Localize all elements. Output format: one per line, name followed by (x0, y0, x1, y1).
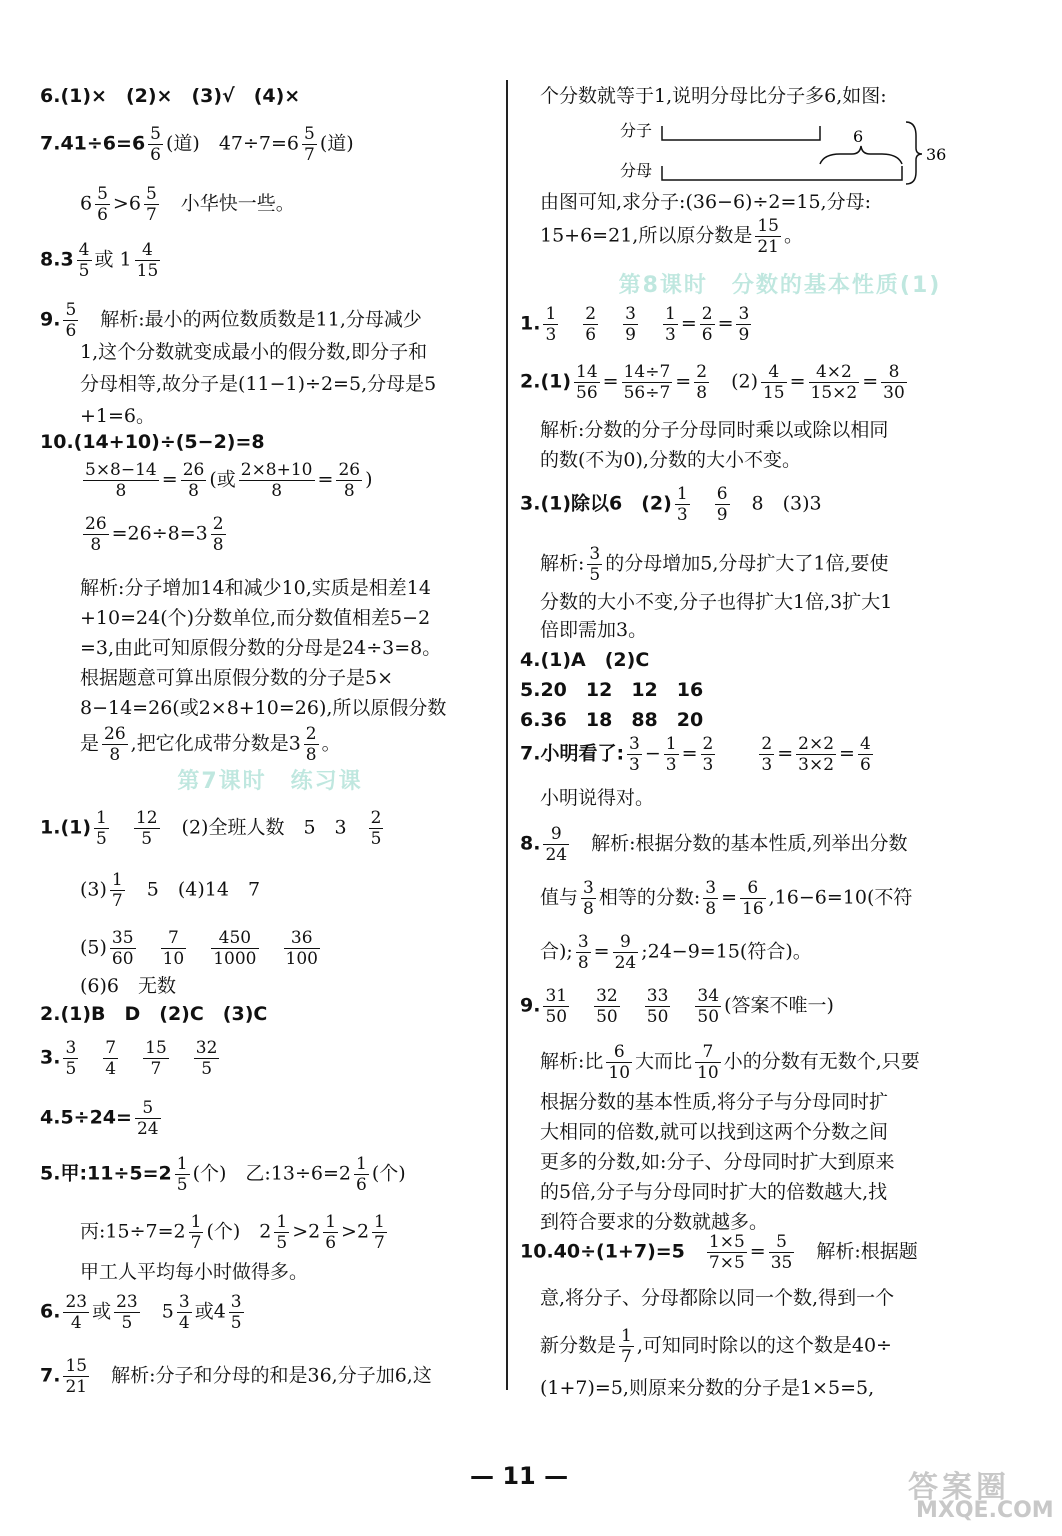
text-line: 倍即需加3。 (540, 619, 648, 641)
answer-line: 9. $\frac{31}{50}$ $\frac{32}{50}$ $\frac{33}{50}$ $\frac{34}{50}$ (答案不唯一) (520, 986, 834, 1027)
fraction: $\frac{4}{5}$ (78, 240, 90, 281)
answer-line: 值与 $\frac{3}{8}$ 相等的分数: $\frac{3}{8}$ = $\frac{6}{16}$ ,16−6=10(不符 (540, 878, 913, 919)
fraction: $\frac{3}{3}$ (629, 734, 640, 775)
fraction: $\frac{5}{7}$ (304, 124, 315, 165)
fraction: $\frac{2}{6}$ (701, 304, 713, 345)
fraction: $\frac{1}{5}$ (276, 1212, 288, 1253)
text-line: 小明说得对。 (540, 787, 655, 809)
fraction: $\frac{2}{8}$ (696, 362, 708, 403)
diagram-label-numerator: 分子 (620, 121, 653, 140)
fraction: $\frac{32}{50}$ (596, 986, 618, 1027)
column-divider (506, 80, 508, 1390)
answer-line: (5) $\frac{35}{60}$ $\frac{7}{10}$ $\frac{450}{1000}$ $\frac{36}{100}$ (80, 928, 318, 969)
answer-line: 新分数是 $\frac{1}{7}$ ,可知同时除以的这个数是40÷ (540, 1326, 892, 1367)
text-line: 8−14=26(或2×8+10=26),所以原假分数 (80, 697, 447, 719)
fraction: $\frac{1}{3}$ (665, 734, 677, 775)
fraction: $\frac{1}{7}$ (190, 1212, 202, 1253)
fraction: $\frac{1}{3}$ (545, 304, 557, 345)
answer-line: $\frac{26}{8}$ =26÷8=3 $\frac{2}{8}$ (85, 514, 224, 555)
text-line: 解析:分子增加14和减少10,实质是相差14 (80, 577, 431, 599)
text-line: 根据题意可算出原假分数的分子是5× (80, 667, 394, 689)
fraction: $\frac{1}{5}$ (176, 1154, 188, 1195)
text-line: 意,将分子、分母都除以同一个数,得到一个 (540, 1287, 895, 1309)
text-line: 解析:分数的分子分母同时乘以或除以相同 (540, 419, 889, 441)
answer-line: 解析: $\frac{3}{5}$ 的分母增加5,分母扩大了1倍,要使 (540, 544, 889, 585)
answer-line: 7. $\frac{15}{21}$ 解析:分子和分母的和是36,分子加6,这 (40, 1356, 432, 1397)
numerator-bar (662, 126, 820, 140)
text-line: 的5倍,分子与分母同时扩大的倍数越大,找 (540, 1181, 888, 1203)
text-line: 到符合要求的分数就越多。 (540, 1211, 769, 1233)
answer-line: 合); $\frac{3}{8}$ = $\frac{9}{24}$ ;24−9=15(符合)。 (540, 932, 812, 973)
fraction: $\frac{3}{8}$ (577, 932, 589, 973)
diagram-label-denominator: 分母 (620, 161, 653, 180)
fraction: $\frac{15}{21}$ (65, 1356, 88, 1397)
fraction: $\frac{3}{5}$ (230, 1292, 242, 1333)
fraction: $\frac{5}{7}$ (145, 184, 157, 225)
diagram-difference-value: 6 (853, 127, 864, 146)
answer-line: 丙:15÷7=2 $\frac{1}{7}$ (个) 2 $\frac{1}{5}$ >2 $\frac{1}{6}$ >2 $\frac{1}{7}$ (80, 1212, 385, 1253)
fraction: $\frac{3}{5}$ (589, 544, 601, 585)
fraction: $\frac{1\times 5}{7\times 5}$ (708, 1232, 745, 1273)
fraction: $\frac{1}{5}$ (96, 808, 107, 849)
text-line: +10=24(个)分数单位,而分数值相差5−2 (80, 607, 431, 629)
fraction: $\frac{3}{9}$ (738, 304, 750, 345)
text-line: 分数的大小不变,分子也得扩大1倍,3扩大1 (540, 591, 893, 613)
answer-line: 5.20 12 12 16 (520, 679, 704, 701)
fraction: $\frac{32}{5}$ (195, 1038, 218, 1079)
answer-line: 4.(1)A (2)C (520, 649, 650, 671)
fraction: $\frac{31}{50}$ (545, 986, 568, 1027)
fraction: $\frac{450}{1000}$ (213, 928, 257, 969)
section-heading: 第8课时 分数的基本性质(1) (618, 273, 942, 298)
text-line: 1,这个分数就变成最小的假分数,即分子和 (80, 341, 428, 363)
page-number: — 11 — (470, 1462, 569, 1490)
answer-line: 9. $\frac{5}{6}$ 解析:最小的两位数质数是11,分母减少 (40, 300, 422, 341)
fraction: $\frac{23}{4}$ (65, 1292, 88, 1333)
fraction: $\frac{1}{7}$ (111, 870, 123, 911)
fraction: $\frac{4}{15}$ (762, 362, 785, 403)
fraction: $\frac{4\times 2}{15\times 2}$ (810, 362, 858, 403)
fraction: $\frac{14}{56}$ (576, 362, 598, 403)
denominator-bar (662, 166, 902, 180)
fraction: $\frac{1}{7}$ (621, 1326, 632, 1367)
fraction: $\frac{1}{3}$ (664, 304, 676, 345)
text-line: (1+7)=5,则原来分数的分子是1×5=5, (540, 1377, 875, 1399)
answer-line: 10.(14+10)÷(5−2)=8 (40, 431, 265, 453)
fraction: $\frac{1}{6}$ (325, 1212, 337, 1253)
fraction: $\frac{5}{6}$ (150, 124, 161, 165)
fraction: $\frac{4}{6}$ (859, 734, 871, 775)
fraction: $\frac{15}{7}$ (145, 1038, 167, 1079)
fraction: $\frac{12}{5}$ (135, 808, 158, 849)
watermark-text: 答案圈 (908, 1470, 1010, 1505)
fraction: $\frac{5}{6}$ (65, 300, 77, 341)
fraction: $\frac{5\times 8-14}{8}$ (85, 460, 157, 501)
answer-line: 解析:比 $\frac{6}{10}$ 大而比 $\frac{7}{10}$ 小的分数有无数个,只要 (540, 1042, 920, 1083)
fraction: $\frac{26}{8}$ (85, 514, 107, 555)
fraction: $\frac{6}{10}$ (608, 1042, 631, 1083)
fraction: $\frac{26}{8}$ (104, 724, 126, 765)
fraction: $\frac{7}{10}$ (697, 1042, 719, 1083)
fraction: $\frac{2}{8}$ (212, 514, 224, 555)
fraction: $\frac{6}{9}$ (716, 484, 728, 525)
fraction: $\frac{26}{8}$ (182, 460, 205, 501)
text-line: =3,由此可知原假分数的分母是24÷3=8。 (80, 637, 442, 659)
fraction: $\frac{4}{15}$ (136, 240, 159, 281)
fraction: $\frac{36}{100}$ (285, 928, 318, 969)
fraction: $\frac{3}{9}$ (625, 304, 636, 345)
diagram-total-value: 36 (926, 145, 947, 164)
fraction: $\frac{2\times 2}{3\times 2}$ (798, 734, 835, 775)
answer-line: 3. $\frac{3}{5}$ $\frac{7}{4}$ $\frac{15}{7}$ $\frac{32}{5}$ (40, 1038, 218, 1079)
answer-line: 6. $\frac{23}{4}$ 或 $\frac{23}{5}$ 5 $\frac{3}{4}$ 或4 $\frac{3}{5}$ (40, 1292, 242, 1333)
answer-line: 1.(1) $\frac{1}{5}$ $\frac{12}{5}$ (2)全班人数 5 3 $\frac{2}{5}$ (40, 808, 382, 849)
fraction: $\frac{14\div 7}{56\div 7}$ (623, 362, 671, 403)
fraction: $\frac{23}{5}$ (116, 1292, 138, 1333)
answer-line: 7.小明看了: $\frac{3}{3}$ − $\frac{1}{3}$ = $\frac{2}{3}$ $\frac{2}{3}$ = $\frac{2\times 2}{3\times 2}$ = $\frac{4}{6}$ (520, 734, 871, 775)
fraction: $\frac{1}{3}$ (676, 484, 688, 525)
fraction: $\frac{2}{3}$ (702, 734, 714, 775)
answer-line: 2.(1)B D (2)C (3)C (40, 1003, 268, 1025)
answer-line: 10.40÷(1+7)=5 $\frac{1\times 5}{7\times 5}$ = $\frac{5}{35}$ 解析:根据题 (520, 1232, 918, 1273)
answer-line: $\frac{5\times 8-14}{8}$ = $\frac{26}{8}$ (或 $\frac{2\times 8+10}{8}$ = $\frac{26}{8}$ ) (85, 460, 373, 501)
fraction: $\frac{15}{21}$ (757, 216, 779, 257)
fraction: $\frac{1}{6}$ (356, 1154, 367, 1195)
answer-line: 6.(1)× (2)× (3)√ (4)× (40, 85, 301, 107)
answer-line: 5.甲:11÷5=2 $\frac{1}{5}$ (个) 乙:13÷6=2 $\frac{1}{6}$ (个) (40, 1154, 406, 1195)
fraction: $\frac{7}{10}$ (162, 928, 185, 969)
answer-line: 8.3 $\frac{4}{5}$ 或 1 $\frac{4}{15}$ (40, 240, 159, 281)
text-line: 更多的分数,如:分子、分母同时扩大到原来 (540, 1151, 895, 1173)
fraction: $\frac{2}{6}$ (585, 304, 597, 345)
section-heading: 第7课时 练习课 (177, 769, 363, 794)
watermark-logo (878, 1462, 1054, 1530)
fraction: $\frac{34}{50}$ (697, 986, 720, 1027)
total-brace (906, 122, 922, 184)
fraction: $\frac{5}{35}$ (770, 1232, 793, 1273)
fraction: $\frac{9}{24}$ (614, 932, 637, 973)
text-line: (6)6 无数 (80, 975, 177, 997)
fraction: $\frac{5}{24}$ (136, 1098, 159, 1139)
text-line: 的数(不为0),分数的大小不变。 (540, 449, 801, 471)
fraction: $\frac{8}{30}$ (883, 362, 905, 403)
answer-line: 是 $\frac{26}{8}$ ,把它化成带分数是3 $\frac{2}{8}$ 。 (80, 724, 341, 765)
fraction: $\frac{1}{7}$ (374, 1212, 385, 1253)
answer-line: 2.(1) $\frac{14}{56}$ = $\frac{14\div 7}{56\div 7}$ = $\frac{2}{8}$ (2) $\frac{4}{15}$ = $\frac{4\times 2}{15\times 2}$ = $\frac{8}{30}$ (520, 362, 905, 403)
fraction: $\frac{2}{8}$ (305, 724, 317, 765)
fraction: $\frac{2\times 8+10}{8}$ (240, 460, 313, 501)
difference-brace (820, 146, 902, 164)
text-line: 根据分数的基本性质,将分子与分母同时扩 (540, 1091, 889, 1113)
answer-line: 6.36 18 88 20 (520, 709, 704, 731)
fraction: $\frac{2}{5}$ (370, 808, 382, 849)
answer-line: 7.41÷6=6 $\frac{5}{6}$ (道) 47÷7=6 $\frac{5}{7}$ (道) (40, 124, 354, 165)
fraction: $\frac{7}{4}$ (105, 1038, 117, 1079)
answer-line: 1. $\frac{1}{3}$ $\frac{2}{6}$ $\frac{3}{9}$ $\frac{1}{3}$ = $\frac{2}{6}$ = $\frac{3}{9}$ (520, 304, 750, 345)
answer-line: 3.(1)除以6 (2) $\frac{1}{3}$ $\frac{6}{9}$ 8 (3)3 (520, 484, 822, 525)
fraction: $\frac{6}{16}$ (742, 878, 764, 919)
answer-line: 6 $\frac{5}{6}$ >6 $\frac{5}{7}$ 小华快一些。 (80, 184, 295, 225)
fraction: $\frac{3}{8}$ (705, 878, 717, 919)
text-line: 大相同的倍数,就可以找到这两个分数之间 (540, 1121, 889, 1143)
text-line: 个分数就等于1,说明分母比分子多6,如图: (540, 85, 887, 107)
fraction: $\frac{26}{8}$ (338, 460, 361, 501)
fraction: $\frac{9}{24}$ (545, 824, 568, 865)
fraction: $\frac{3}{5}$ (65, 1038, 77, 1079)
fraction: $\frac{35}{60}$ (111, 928, 134, 969)
fraction: $\frac{33}{50}$ (646, 986, 669, 1027)
fraction: $\frac{3}{8}$ (583, 878, 594, 919)
text-line: 分母相等,故分子是(11−1)÷2=5,分母是5 (80, 373, 437, 395)
fraction: $\frac{3}{4}$ (178, 1292, 190, 1333)
fraction: $\frac{5}{6}$ (97, 184, 108, 225)
text-line: 甲工人平均每小时做得多。 (80, 1261, 309, 1283)
text-line: 由图可知,求分子:(36−6)÷2=15,分母: (540, 191, 871, 213)
answer-line: (3) $\frac{1}{7}$ 5 (4)14 7 (80, 870, 261, 911)
fraction: $\frac{2}{3}$ (761, 734, 773, 775)
watermark-url: MXQE.COM (916, 1498, 1054, 1523)
text-line: +1=6。 (80, 405, 156, 427)
answer-line: 15+6=21,所以原分数是 $\frac{15}{21}$ 。 (540, 216, 803, 257)
answer-line: 8. $\frac{9}{24}$ 解析:根据分数的基本性质,列举出分数 (520, 824, 908, 865)
answer-line: 4.5÷24= $\frac{5}{24}$ (40, 1098, 159, 1139)
